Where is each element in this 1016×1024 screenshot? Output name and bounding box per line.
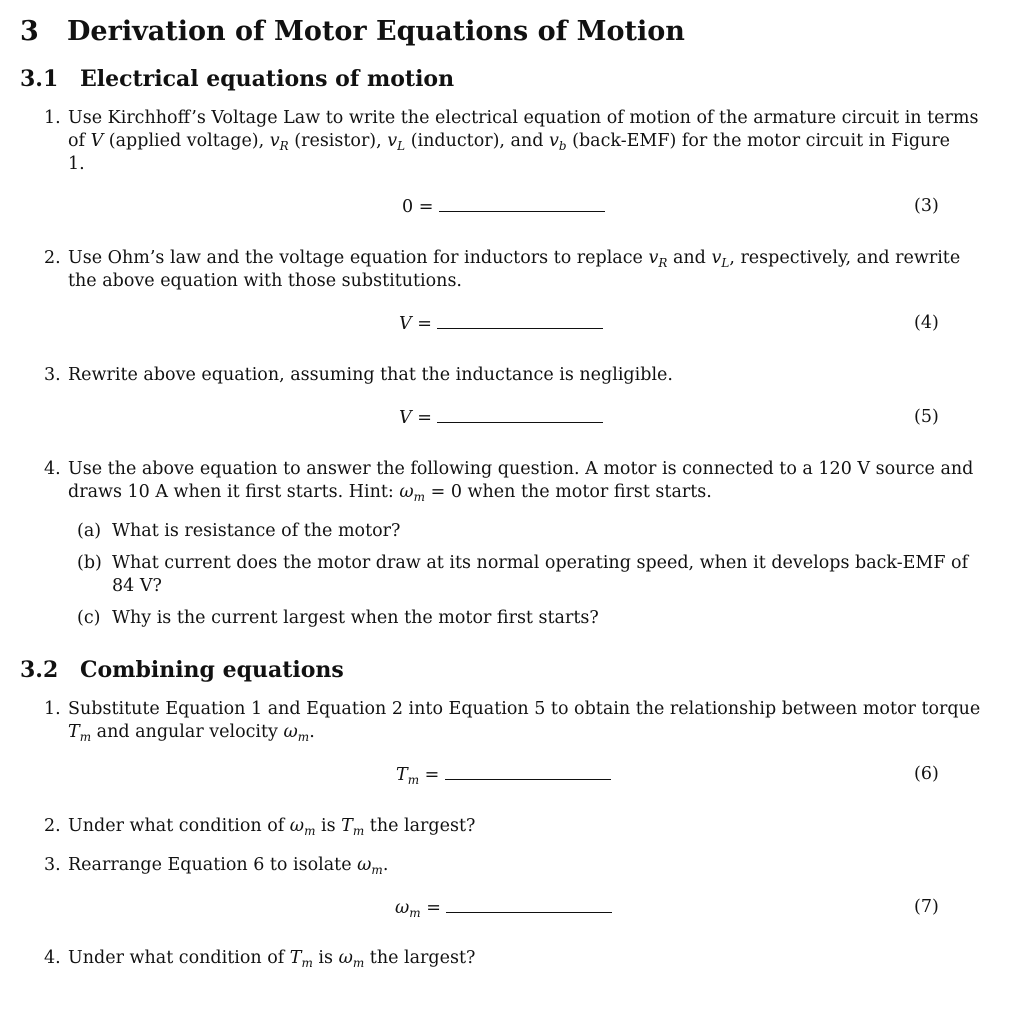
list-item-text: draws 10 A when it first starts. Hint: $\omega_m = 0$ when the motor first starts. [68, 482, 712, 504]
answer-blank[interactable] [437, 407, 603, 423]
subsection-title: Electrical equations of motion [80, 66, 455, 92]
list-item-text: Rearrange Equation 6 to isolate $\omega_m$. [68, 855, 389, 877]
equation-number: (6) [914, 764, 939, 784]
sub-item-text: 84 V? [112, 576, 162, 596]
sub-item-label: (a) [77, 521, 102, 541]
equation-number: (3) [914, 196, 939, 216]
list-item-text: Use the above equation to answer the following question. A motor is connected to a 120 V source and [68, 459, 974, 479]
equation: $T_m$ = [396, 764, 611, 787]
subsection-number: 3.2 [20, 657, 59, 683]
list-item-text: of V (applied voltage), $v_R$ (resistor), $v_L$ (inductor), and $v_b$ (back-EMF) for the motor circuit in Figure [68, 131, 951, 153]
sub-item-label: (b) [77, 553, 102, 573]
answer-blank[interactable] [446, 897, 612, 913]
section-number: 3 [20, 16, 39, 47]
equation: V = [399, 407, 603, 430]
equation: $\omega_m$ = [395, 897, 612, 920]
list-item-number: 3. [44, 365, 61, 385]
answer-blank[interactable] [437, 313, 603, 329]
list-item-text: $T_m$ and angular velocity $\omega_m$. [68, 722, 315, 744]
subsection-title: Combining equations [80, 657, 344, 683]
list-item-number: 3. [44, 855, 61, 875]
section-title: Derivation of Motor Equations of Motion [67, 16, 685, 47]
list-item-number: 4. [44, 459, 61, 479]
list-item-number: 1. [44, 108, 61, 128]
sub-item-text: Why is the current largest when the motor first starts? [112, 608, 599, 628]
sub-item-text: What is resistance of the motor? [112, 521, 401, 541]
equation-number: (7) [914, 897, 939, 917]
answer-blank[interactable] [445, 764, 611, 780]
answer-blank[interactable] [439, 196, 605, 212]
equation: 0 = [402, 196, 605, 219]
list-item-text: the above equation with those substitutions. [68, 271, 462, 291]
list-item-number: 1. [44, 699, 61, 719]
list-item-text: 1. [68, 154, 85, 174]
subsection-number: 3.1 [20, 66, 59, 92]
equation: V = [399, 313, 603, 336]
list-item-text: Rewrite above equation, assuming that the inductance is negligible. [68, 365, 673, 385]
sub-item-label: (c) [77, 608, 101, 628]
sub-item-text: What current does the motor draw at its normal operating speed, when it develops back-EMF of [112, 553, 969, 573]
list-item-number: 2. [44, 248, 61, 268]
list-item-number: 2. [44, 816, 61, 836]
list-item-text: Under what condition of $T_m$ is $\omega_m$ the largest? [68, 948, 476, 970]
equation-number: (5) [914, 407, 939, 427]
list-item-text: Substitute Equation 1 and Equation 2 into Equation 5 to obtain the relationship between motor torque [68, 699, 981, 719]
list-item-text: Under what condition of $\omega_m$ is $T_m$ the largest? [68, 816, 476, 838]
list-item-text: Use Kirchhoff’s Voltage Law to write the electrical equation of motion of the armature circuit in terms [68, 108, 979, 128]
equation-number: (4) [914, 313, 939, 333]
list-item-number: 4. [44, 948, 61, 968]
list-item-text: Use Ohm’s law and the voltage equation for inductors to replace $v_R$ and $v_L$, respectively, and rewrite [68, 248, 961, 270]
